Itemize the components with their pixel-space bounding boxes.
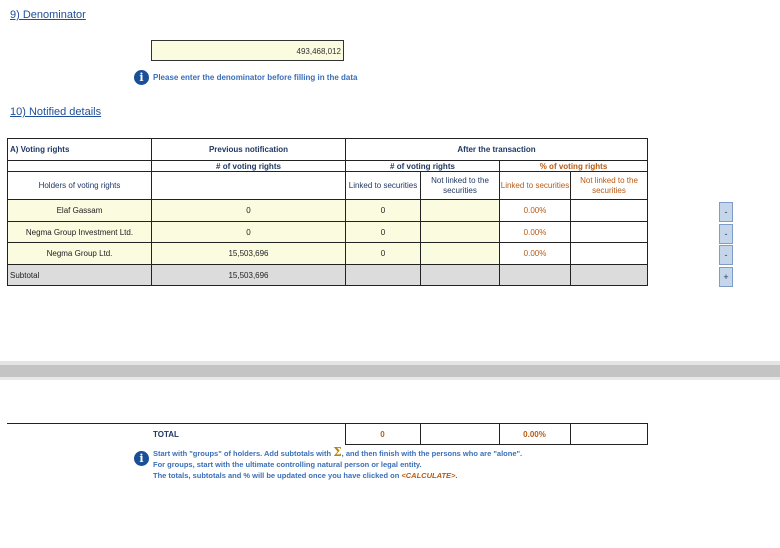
not-linked-pct-header: Not linked to the securities (571, 172, 648, 200)
denominator-title: 9) Denominator (10, 9, 86, 21)
calculate-reference: <CALCULATE> (401, 471, 456, 480)
instruction-line-3 (153, 470, 522, 481)
subtotal-not-linked-pct (571, 265, 648, 286)
after-transaction-header: After the transaction (346, 139, 648, 161)
subtotal-label: Subtotal (8, 265, 152, 286)
total-linked-pct: 0.00% (499, 424, 570, 445)
prev-voting-rights[interactable]: 15,503,696 (152, 243, 346, 265)
denominator-input[interactable]: 493,468,012 (151, 40, 344, 61)
prev-voting-rights[interactable]: 0 (152, 200, 346, 222)
prev-voting-rights[interactable]: 0 (152, 222, 346, 243)
blank-cell (152, 172, 346, 200)
not-linked-header: Not linked to the securities (421, 172, 500, 200)
remove-row-button[interactable]: - (719, 245, 733, 265)
not-linked-pct (571, 243, 648, 265)
subtotal-not-linked (421, 265, 500, 286)
total-spacer (7, 424, 151, 445)
info-icon: i (134, 70, 149, 85)
notified-details-title: 10) Notified details (10, 106, 102, 118)
total-linked: 0 (345, 424, 420, 445)
linked-value[interactable]: 0 (346, 200, 421, 222)
linked-pct-header: Linked to securities (500, 172, 571, 200)
after-pct-voting-rights-subheader: % of voting rights (500, 161, 648, 172)
remove-row-button[interactable]: - (719, 224, 733, 244)
instruction-line-3a: The totals, subtotals and % will be updated once you have clicked on (153, 471, 400, 480)
holder-name[interactable]: Negma Group Ltd. (8, 243, 152, 265)
separator-band-bottom (0, 377, 780, 380)
not-linked-value[interactable] (421, 200, 500, 222)
linked-pct: 0.00% (500, 222, 571, 243)
holders-header: Holders of voting rights (8, 172, 152, 200)
remove-row-button[interactable]: - (719, 202, 733, 222)
table-row (8, 243, 648, 265)
instruction-line-1 (153, 447, 522, 459)
linked-pct: 0.00% (500, 200, 571, 222)
not-linked-value[interactable] (421, 222, 500, 243)
voting-rights-table (7, 138, 648, 286)
total-not-linked (420, 424, 499, 445)
instruction-line-3-end: . (455, 471, 458, 480)
total-label: TOTAL (151, 424, 345, 445)
holder-name[interactable]: Elaf Gassam (8, 200, 152, 222)
instructions-text (153, 447, 522, 481)
subtotal-linked (346, 265, 421, 286)
linked-value[interactable]: 0 (346, 222, 421, 243)
holder-name[interactable]: Negma Group Investment Ltd. (8, 222, 152, 243)
instruction-line-1a: Start with "groups" of holders. Add subtotals with (153, 449, 332, 458)
table-row (8, 200, 648, 222)
table-row (8, 222, 648, 243)
add-row-button[interactable]: + (719, 267, 733, 287)
instruction-line-1b: , and then finish with the persons who are "alone". (341, 449, 523, 458)
subtotal-prev: 15,503,696 (152, 265, 346, 286)
prev-voting-rights-subheader: # of voting rights (152, 161, 346, 172)
section-label-voting-rights: A) Voting rights (8, 139, 152, 161)
not-linked-pct (571, 200, 648, 222)
linked-pct: 0.00% (500, 243, 571, 265)
denominator-info-text: Please enter the denominator before filling in the data (153, 73, 358, 82)
subtotal-linked-pct (500, 265, 571, 286)
instruction-line-2: For groups, start with the ultimate controlling natural person or legal entity. (153, 460, 422, 469)
after-voting-rights-subheader: # of voting rights (346, 161, 500, 172)
previous-notification-header: Previous notification (152, 139, 346, 161)
sigma-icon: Σ (333, 445, 342, 459)
info-icon: i (134, 451, 149, 466)
linked-value[interactable]: 0 (346, 243, 421, 265)
not-linked-pct (571, 222, 648, 243)
total-not-linked-pct (570, 424, 647, 445)
total-table (7, 423, 648, 445)
blank-cell (8, 161, 152, 172)
subtotal-row (8, 265, 648, 286)
total-row (7, 424, 647, 445)
linked-header: Linked to securities (346, 172, 421, 200)
not-linked-value[interactable] (421, 243, 500, 265)
separator-band (0, 365, 780, 377)
